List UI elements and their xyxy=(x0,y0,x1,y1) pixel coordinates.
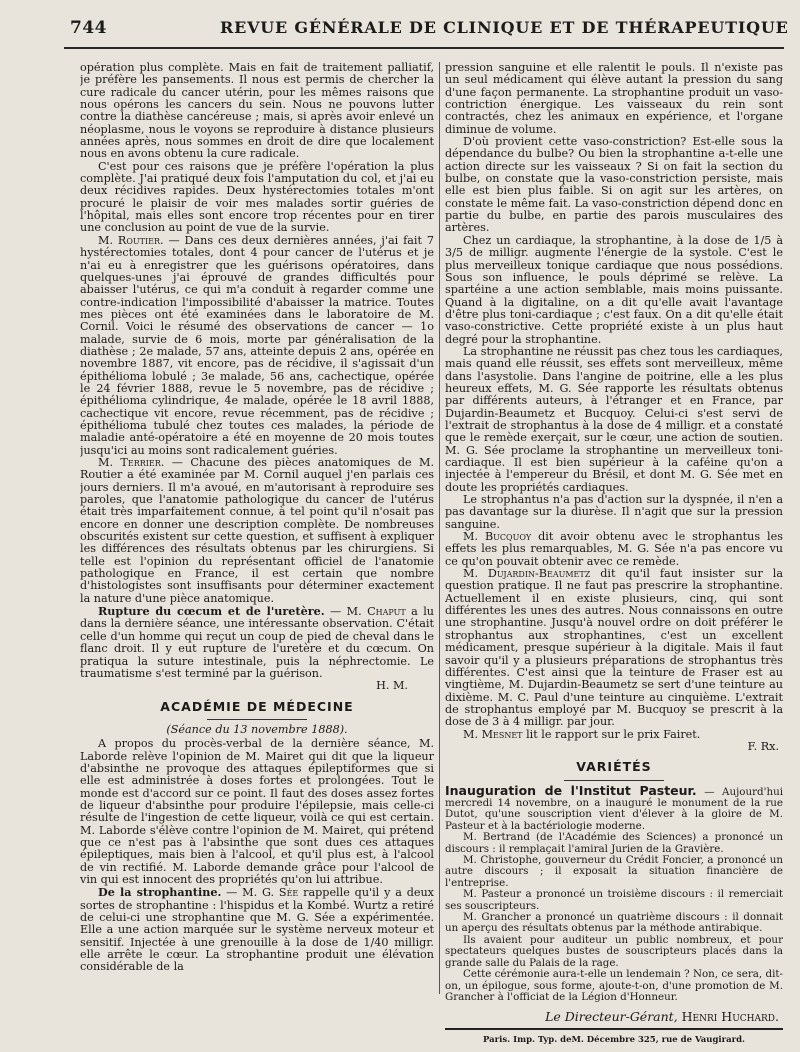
right-column xyxy=(445,62,783,1052)
paragraph: M. Pasteur a prononcé un troisième discours : il remerciait ses souscripteurs. xyxy=(445,888,783,912)
speaker-name: Chaput xyxy=(367,605,406,619)
speaker-name: M. Bucquoy xyxy=(463,530,532,544)
paragraph: M. Christophe, gouverneur du Crédit Foncier, a prononcé un autre discours ; il exposait la situation financière de l'entreprise. xyxy=(445,854,783,889)
editor-signature: Le Directeur-Gérant, Henri Huchard. xyxy=(545,1009,779,1025)
imprint-rule xyxy=(445,1028,783,1030)
article-title: Inauguration de l'Institut Pasteur. xyxy=(445,782,697,798)
signature: H. M. xyxy=(376,679,408,693)
paragraph: A propos du procès-verbal de la dernière séance, M. Laborde relève l'opinion de M. Mairet qui dit que la liqueur d'absinthe ne provoque des attaques épileptiformes que si elle est administrée à doses fortes et prolongées. Tout le monde est d'accord sur ce point. Il faut des doses assez fortes de liqueur d'absinthe pour produire l'épilepsie, mais celle-ci résulte de l'ingestion de cette liqueur, voilà ce qui est certain. M. Laborde s'élève contre l'opinion de M. Mairet, qui prétend que ce n'est pas à l'absinthe que sont dues ces attaques épileptiques, mais bien à l'alcool, et qu'il plus est, à l'alcool de vin rectifié. M. Laborde demande grâce pour l'alcool de vin qui est innocent des propriétés qu'on lui attribue. xyxy=(80,737,434,886)
signature: F. Rx. xyxy=(747,739,779,753)
paragraph: M. Terrier. — Chacune des pièces anatomiques de M. Routier a été examinée par M. Cornil auquel j'en parlais ces jours derniers. Il m'a avoué, en m'autorisant à reproduire ses paroles, que l'anatomie pathologique du cancer de l'utérus était très imparfaitement connue, à tel point qu'il n'osait pas encore en donner une description complète. De nombreuses obscurités existent sur cette question, et suffisent à expliquer les différences des résultats obtenus par les chirurgiens. Si telle est l'opinion du représentant officiel de l'anatomie pathologique en France, il est certain que nombre d'histologistes sont insuffisants pour déterminer exactement la nature d'une pièce anatomique. xyxy=(80,456,434,605)
paragraph: D'où provient cette vaso-constriction? Est-elle sous la dépendance du bulbe? Ou bien la strophantine a-t-elle une action directe sur les vaisseaux ? Si on fait la section du bulbe, on constate que la vaso-constriction persiste, mais elle est bien plus faible. Si on agit sur les artères, on constate le même fait. La vaso-constriction dépend donc en partie du bulbe, en partie des parois musculaires des artères. xyxy=(445,135,783,235)
section-heading: ACADÉMIE DE MÉDECINE xyxy=(160,698,354,714)
section-run-in-title: Rupture du cœcum et de l'uretère. xyxy=(98,604,325,619)
paragraph: La strophantine ne réussit pas chez tous les cardiaques, mais quand elle réussit, ses effets sont merveilleux, même dans l'asystolie. Dans l'angine de poitrine, elle a les plus heureux effets, M. G. Sée rapporte les résultats obtenus par différents auteurs, à l'étranger et en France, par Dujardin-Beaumetz et Bucquoy. Celui-ci s'est servi de l'extrait de strophantus à la dose de 4 milligr. et a constaté que le remède exerçait, sur le cœur, une action de soutien. M. G. Sée proclame la strophantine un merveilleux toni-cardiaque. Il est bien supérieur à la caféine qu'on a injectée à l'empereur du Brésil, et dont M. G. Sée met en doute les propriétés cardiaques. xyxy=(445,344,783,494)
left-column xyxy=(80,62,434,1037)
paragraph: Cette cérémonie aura-t-elle un lendemain ? Non, ce sera, dit-on, un épilogue, sous forme, ajoute-t-on, d'une promotion de M. Grancher à l'officiat de la Légion d'Honneur. xyxy=(445,968,783,1003)
paragraph: pression sanguine et elle ralentit le pouls. Il n'existe pas un seul médicament qui élève autant la pression du sang d'une façon permanente. La strophantine produit un vaso-contriction énergique. Les vaisseaux du rein sont contractés, chez les animaux en expérience, et l'organe diminue de volume. xyxy=(445,62,783,136)
paragraph: Rupture du cœcum et de l'uretère. — M. Chaput a lu dans la dernière séance, une intéressante observation. C'était celle d'un homme qui reçut un coup de pied de cheval dans le flanc droit. Il y eut rupture de l'uretère et du cœcum. On pratiqua la suture intestinale, puis la néphrectomie. Le traumatisme s'est terminé par la guérison. xyxy=(80,604,434,680)
paragraph: M. Dujardin-Beaumetz dit qu'il faut insister sur la question pratique. Il ne faut pas prescrire la strophantine. Actuellement il en existe plusieurs, cinq, qui sont différentes les unes des autres. Nous connaissons en outre une strophantine. Jusqu'à nouvel ordre on doit préférer le strophantus aux strophantines, c'est un excellent médicament, presque supérieur à la digitale. Mais il faut savoir qu'il y a plusieurs préparations de strophantus très différentes. C'est ainsi que la teinture de Fraser est au vingtième, M. Dujardin-Beaumetz se sert d'une teinture au dixième. M. C. Paul d'une teinture au cinquième. L'extrait de strophantus employé par M. Bucquoy se prescrit à la dose de 3 à 4 milligr. par jour. xyxy=(445,567,783,729)
speaker-name: M. Dujardin-Beaumetz xyxy=(463,567,591,581)
section-heading: VARIÉTÉS xyxy=(576,759,652,775)
speaker-name: M. Mesnet xyxy=(463,727,523,741)
paragraph: Le strophantus n'a pas d'action sur la dyspnée, il n'en a pas davantage sur la diurèse. Il n'agit que sur la pression sanguine. xyxy=(445,493,783,531)
paragraph: M. Bertrand (de l'Académie des Sciences) a prononcé un discours : il remplaçait l'amiral Jurien de la Gravière. xyxy=(445,831,783,855)
printer-imprint: Paris. Imp. Typ. deM. Décembre 325, rue de Vaugirard. xyxy=(483,1034,745,1045)
paragraph: Ils avaient pour auditeur un public nombreux, et pour spectateurs quelques bustes de souscripteurs placés dans la grande salle du Palais de la rage. xyxy=(445,933,783,969)
paragraph: C'est pour ces raisons que je préfère l'opération la plus complète. J'ai pratiqué deux fois l'amputation du col, et j'ai eu deux récidives rapides. Deux hystérectomies totales m'ont procuré le plaisir de voir mes malades sortir guéries de l'hôpital, mais elles sont encore trop récentes pour en tirer une conclusion au point de vue de la survie. xyxy=(80,159,434,235)
section-rule xyxy=(207,719,307,720)
column-divider xyxy=(439,62,440,994)
speaker-name: M. Routier. xyxy=(98,233,164,247)
speaker-name: M. Terrier. xyxy=(98,456,165,469)
page-header xyxy=(0,0,800,48)
editor-name: Henri Huchard. xyxy=(681,1009,779,1025)
section-rule xyxy=(564,780,664,781)
running-title: REVUE GÉNÉRALE DE CLINIQUE ET DE THÉRAPEUTIQUE xyxy=(220,18,789,37)
paragraph: Inauguration de l'Institut Pasteur. — Aujourd'hui mercredi 14 novembre, on a inauguré le monument de la rue Dutot, qu'une souscription vient d'élever à la gloire de M. Pasteur et à la bactériologie moderne. xyxy=(445,782,783,832)
session-date: (Séance du 13 novembre 1888). xyxy=(166,722,348,736)
paragraph: M. Mesnet lit le rapport sur le prix Fairet. xyxy=(463,727,701,741)
paragraph: opération plus complète. Mais en fait de traitement palliatif, je préfère les pansements. Il nous est permis de chercher la cure radicale du cancer utérin, pour les mêmes raisons que nous opérons les cancers du sein. Nous ne pouvons lutter contre la diathèse cancéreuse ; mais, si après avoir enlevé un néoplasme, nous le voyons se reproduire à distance plusieurs années après, nous sommes en droit de dire que localement nous en avons obtenu la cure radicale. xyxy=(80,62,434,161)
header-rule xyxy=(64,47,784,49)
paragraph: De la strophantine. — M. G. Sée rappelle qu'il y a deux sortes de strophantine : l'hispidus et la Kombé. Wurtz a retiré de celui-ci une strophantine que M. G. Sée a expérimentée. Elle a une action marquée sur le système nerveux moteur et sensitif. Injectée à une grenouille à la dose de 1/40 milligr. elle arrête le cœur. La strophantine produit une élévation considérable de la xyxy=(80,885,434,974)
speaker-name: Sée xyxy=(278,886,299,900)
paragraph: Chez un cardiaque, la strophantine, à la dose de 1/5 à 3/5 de milligr. augmente l'énergie de la systole. C'est le plus merveilleux tonique cardiaque que nous possédions. Sous son influence, le pouls déprimé se relève. La spartéine a une action semblable, mais moins puissante. Quand à la digitaline, on a dit qu'elle avait l'avantage d'être plus toni-cardiaque ; c'est faux. On a dit qu'elle était vaso-constrictive. Cette propriété existe à un plus haut degré pour la strophantine. xyxy=(445,233,783,346)
page-number: 744 xyxy=(70,18,107,38)
paragraph: M. Grancher a prononcé un quatrième discours : il donnait un aperçu des résultats obtenus par la méthode antirabique. xyxy=(445,911,783,935)
paragraph: M. Bucquoy dit avoir obtenu avec le strophantus les effets les plus remarquables, M. G. Sée n'a pas encore vu ce qu'on pouvait obtenir avec ce remède. xyxy=(445,530,783,568)
section-run-in-title: De la strophantine. xyxy=(98,885,222,900)
paragraph: M. Routier. — Dans ces deux dernières années, j'ai fait 7 hystérectomies totales, dont 4 pour cancer de l'utérus et je n'ai eu à enregistrer que les guérisons opératoires, dans quelques-unes j'ai éprouvé de grandes difficultés pour abaisser l'utérus, ce qui m'a conduit à regarder comme une contre-indication l'impossibilité d'abaisser la matrice. Toutes mes pièces ont été examinées dans le laboratoire de M. Cornil. Voici le résumé des observations de cancer — 1o malade, survie de 6 mois, morte par généralisation de la diathèse ; 2e malade, 57 ans, atteinte depuis 2 ans, opérée en novembre 1887, vit encore, pas de récidive, il s'agissait d'un épithélioma lobulé ; 3e malade, 56 ans, cachectique, opérée le 24 février 1888, revue le 5 novembre, pas de récidive ; épithélioma cylindrique, 4e malade, opérée le 18 avril 1888, cachectique vit encore, revue récemment, pas de récidive ; épithélioma tubulé chez toutes ces malades, la période de maladie anté-opératoire a été en moyenne de 20 mois toutes jusqu'ici au moins sont radicalement guéries. xyxy=(80,233,434,457)
